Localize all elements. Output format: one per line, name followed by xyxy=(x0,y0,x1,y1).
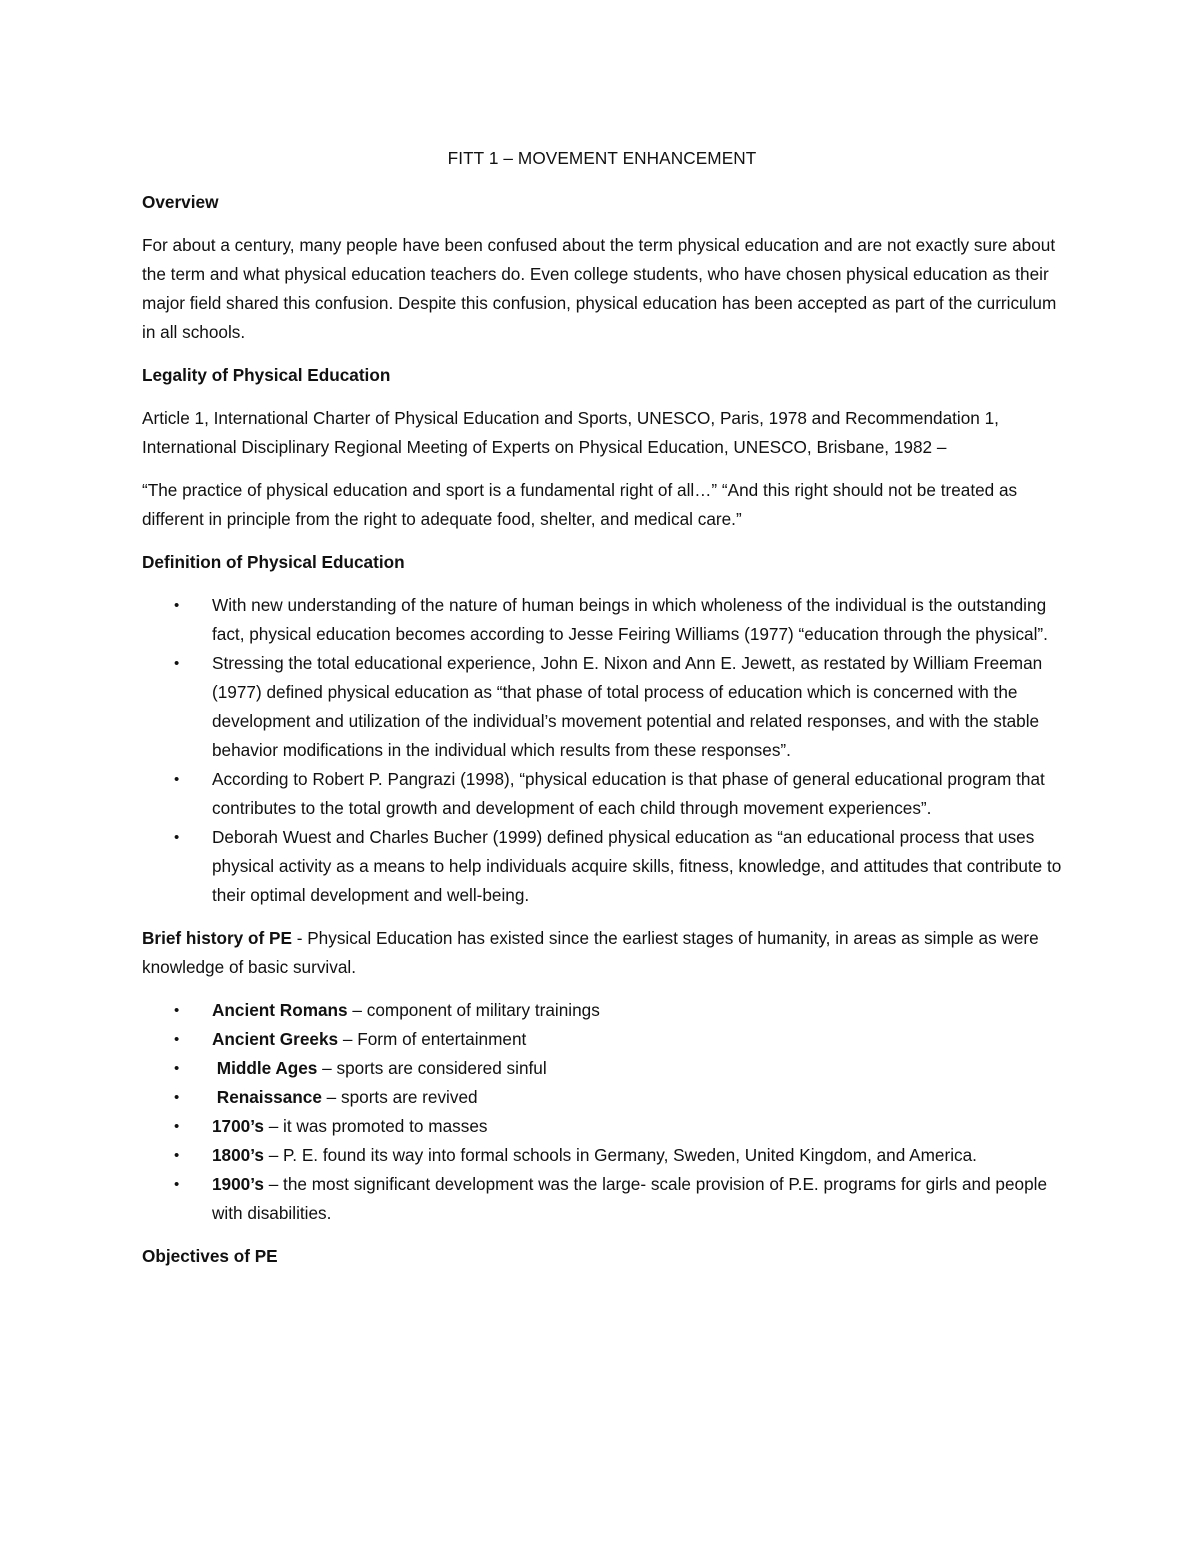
definition-text: With new understanding of the nature of human beings in which wholeness of the individual is the outstanding fact, physical education becomes according to Jesse Feiring Williams (1977) “education through the physical”. xyxy=(212,595,1048,644)
legality-heading: Legality of Physical Education xyxy=(142,365,391,385)
history-heading: Brief history of PE xyxy=(142,928,292,948)
document-title: FITT 1 – MOVEMENT ENHANCEMENT xyxy=(447,148,757,168)
definition-text: According to Robert P. Pangrazi (1998), “physical education is that phase of general educational program that contributes to the total growth and development of each child through movement experiences”. xyxy=(212,769,1045,818)
list-item xyxy=(142,1054,1062,1083)
list-item xyxy=(142,591,1062,649)
bullet-icon: • xyxy=(174,1089,180,1106)
history-list xyxy=(142,996,1062,1228)
history-term: 1800’s xyxy=(212,1145,264,1165)
history-desc: – the most significant development was the large- scale provision of P.E. programs for girls and people with disabilities. xyxy=(212,1174,1048,1223)
history-term: Ancient Romans xyxy=(212,1000,348,1020)
overview-paragraph: For about a century, many people have been confused about the term physical education and are not exactly sure about the term and what physical education teachers do. Even college students, who have chosen physical education as their major field shared this confusion. Despite this confusion, physical education has been accepted as part of the curriculum in all schools. xyxy=(142,235,1057,342)
list-item xyxy=(142,1025,1062,1054)
list-item xyxy=(142,823,1062,910)
bullet-icon: • xyxy=(174,829,180,846)
bullet-icon: • xyxy=(174,1002,180,1019)
bullet-icon: • xyxy=(174,1147,180,1164)
list-item xyxy=(142,1112,1062,1141)
history-term: Renaissance xyxy=(212,1087,322,1107)
history-term: 1900’s xyxy=(212,1174,264,1194)
list-item xyxy=(142,649,1062,765)
objectives-heading: Objectives of PE xyxy=(142,1246,278,1266)
document-page xyxy=(142,144,1062,1285)
list-item xyxy=(142,765,1062,823)
bullet-icon: • xyxy=(174,771,180,788)
legality-citation: Article 1, International Charter of Physical Education and Sports, UNESCO, Paris, 1978 and Recommendation 1, International Disciplinary Regional Meeting of Experts on Physical Education, UNESCO, Brisbane, 1982 – xyxy=(142,408,999,457)
bullet-icon: • xyxy=(174,1031,180,1048)
list-item xyxy=(142,1170,1062,1228)
definition-list xyxy=(142,591,1062,910)
history-desc: – sports are considered sinful xyxy=(317,1058,547,1078)
definition-heading: Definition of Physical Education xyxy=(142,552,405,572)
history-desc: – Form of entertainment xyxy=(338,1029,527,1049)
history-desc: – sports are revived xyxy=(321,1087,478,1107)
bullet-icon: • xyxy=(174,597,180,614)
overview-heading: Overview xyxy=(142,192,219,212)
bullet-icon: • xyxy=(174,1176,180,1193)
definition-text: Deborah Wuest and Charles Bucher (1999) defined physical education as “an educational process that uses physical activity as a means to help individuals acquire skills, fitness, knowledge, and attitudes that contribute to their optimal development and well-being. xyxy=(212,827,1062,905)
history-desc: – it was promoted to masses xyxy=(263,1116,488,1136)
history-desc: – P. E. found its way into formal schools in Germany, Sweden, United Kingdom, and America. xyxy=(263,1145,977,1165)
bullet-icon: • xyxy=(174,655,180,672)
list-item xyxy=(142,996,1062,1025)
history-intro: - Physical Education has existed since the earliest stages of humanity, in areas as simple as were knowledge of basic survival. xyxy=(142,928,1039,977)
list-item xyxy=(142,1083,1062,1112)
bullet-icon: • xyxy=(174,1118,180,1135)
history-term: Ancient Greeks xyxy=(212,1029,339,1049)
history-term: Middle Ages xyxy=(212,1058,318,1078)
list-item xyxy=(142,1141,1062,1170)
bullet-icon: • xyxy=(174,1060,180,1077)
history-paragraph xyxy=(142,924,1062,982)
definition-text: Stressing the total educational experience, John E. Nixon and Ann E. Jewett, as restated by William Freeman (1977) defined physical education as “that phase of total process of education which is concerned with the development and utilization of the individual’s movement potential and related responses, and with the stable behavior modifications in the individual which results from these responses”. xyxy=(212,653,1043,760)
history-desc: – component of military trainings xyxy=(347,1000,600,1020)
history-term: 1700’s xyxy=(212,1116,264,1136)
legality-quote: “The practice of physical education and sport is a fundamental right of all…” “And this right should not be treated as different in principle from the right to adequate food, shelter, and medical care.” xyxy=(142,480,1018,529)
